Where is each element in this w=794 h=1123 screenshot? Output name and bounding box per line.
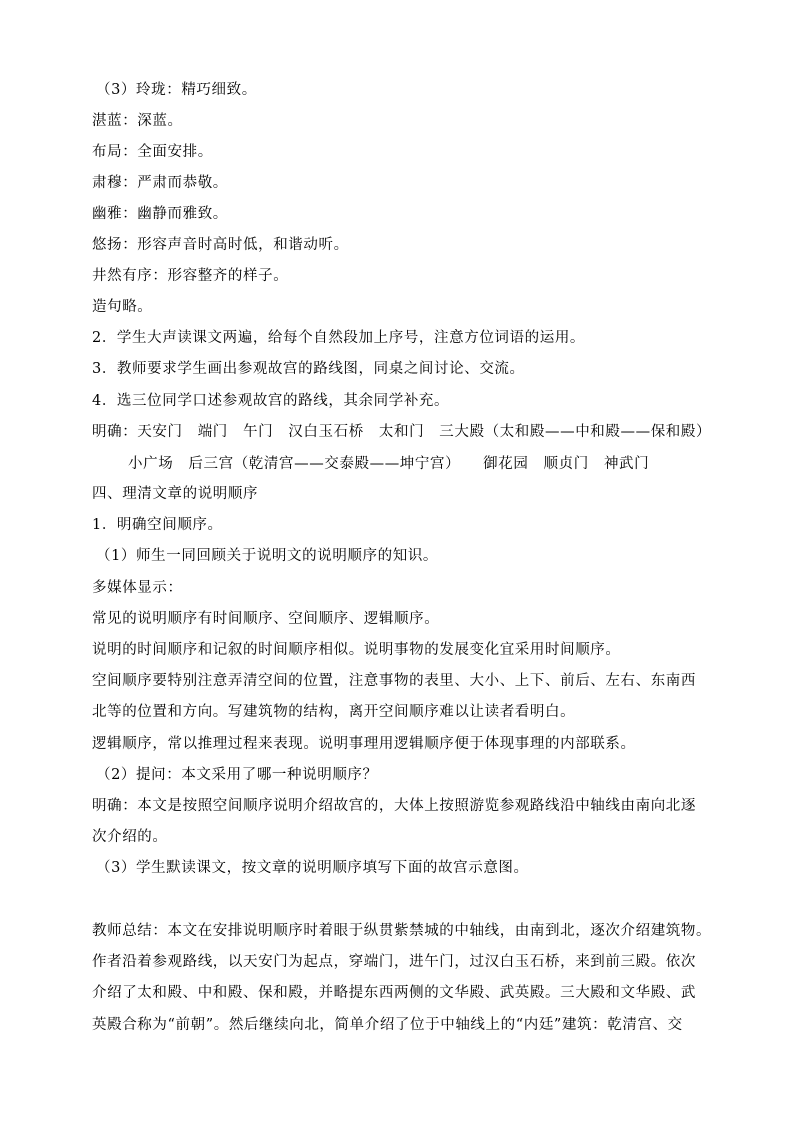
paragraph-common-orders: 常见的说明顺序有时间顺序、空间顺序、逻辑顺序。 xyxy=(92,611,440,627)
definition-youyang: 悠扬：形容声音时高时低，和谐动听。 xyxy=(92,237,349,253)
route-answer-continued: 小广场 后三宫（乾清宫——交泰殿——坤宁宫） 御花园 顺贞门 神武门 xyxy=(128,456,650,472)
definition-zhanlan: 湛蓝：深蓝。 xyxy=(92,113,183,129)
definition-sumu: 肃穆：严肃而恭敬。 xyxy=(92,175,228,191)
paragraph-time-order: 说明的时间顺序和记叙的时间顺序相似。说明事物的发展变化宜采用时间顺序。 xyxy=(92,642,621,658)
subitem-2: （2）提问：本文采用了哪一种说明顺序？ xyxy=(96,767,378,783)
step-2: 2．学生大声读课文两遍，给每个自然段加上序号，注意方位词语的运用。 xyxy=(92,330,586,346)
summary-line-2: 作者沿着参观路线，以天安门为起点，穿端门，进午门，过汉白玉石桥，来到前三殿。依次 xyxy=(92,954,696,970)
paragraph-space-order-2: 北等的位置和方向。写建筑物的结构，离开空间顺序难以让读者看明白。 xyxy=(92,704,576,720)
subitem-1: （1）师生一同回顾关于说明文的说明顺序的知识。 xyxy=(96,548,439,564)
paragraph-logic-order: 逻辑顺序，常以推理过程来表现。说明事理用逻辑顺序便于体现事理的内部联系。 xyxy=(92,736,636,752)
step-3: 3．教师要求学生画出参观故宫的路线图，同桌之间讨论、交流。 xyxy=(92,361,525,377)
multimedia-label: 多媒体显示： xyxy=(92,580,183,596)
summary-line-1: 教师总结：本文在安排说明顺序时着眼于纵贯紫禁城的中轴线，由南到北，逐次介绍建筑物。 xyxy=(92,923,712,939)
route-answer: 明确：天安门 端门 午门 汉白玉石桥 太和门 三大殿（太和殿——中和殿——保和殿） xyxy=(92,424,712,440)
definition-buju: 布局：全面安排。 xyxy=(92,144,213,160)
definition-linglong: （3）玲珑：精巧细致。 xyxy=(96,82,257,98)
subsection-1: 1．明确空间顺序。 xyxy=(92,517,223,533)
definition-youya: 幽雅：幽静而雅致。 xyxy=(92,206,228,222)
section-heading-4: 四、理清文章的说明顺序 xyxy=(92,486,259,502)
answer-order-2: 次介绍的。 xyxy=(92,829,168,845)
paragraph-space-order: 空间顺序要特别注意弄清空间的位置，注意事物的表里、大小、上下、前后、左右、东南西 xyxy=(92,673,696,689)
summary-line-3: 介绍了太和殿、中和殿、保和殿，并略提东西两侧的文华殿、武英殿。三大殿和文华殿、武 xyxy=(92,985,696,1001)
summary-line-4: 英殿合称为“前朝”。然后继续向北，简单介绍了位于中轴线上的“内廷”建筑：乾清宫、交 xyxy=(92,1017,683,1033)
step-4: 4．选三位同学口述参观故宫的路线，其余同学补充。 xyxy=(92,393,450,409)
answer-order: 明确：本文是按照空间顺序说明介绍故宫的，大体上按照游览参观路线沿中轴线由南向北逐 xyxy=(92,798,696,814)
definition-jingranyouxu: 井然有序：形容整齐的样子。 xyxy=(92,268,289,284)
sentence-note: 造句略。 xyxy=(92,299,153,315)
subitem-3: （3）学生默读课文，按文章的说明顺序填写下面的故宫示意图。 xyxy=(96,860,529,876)
